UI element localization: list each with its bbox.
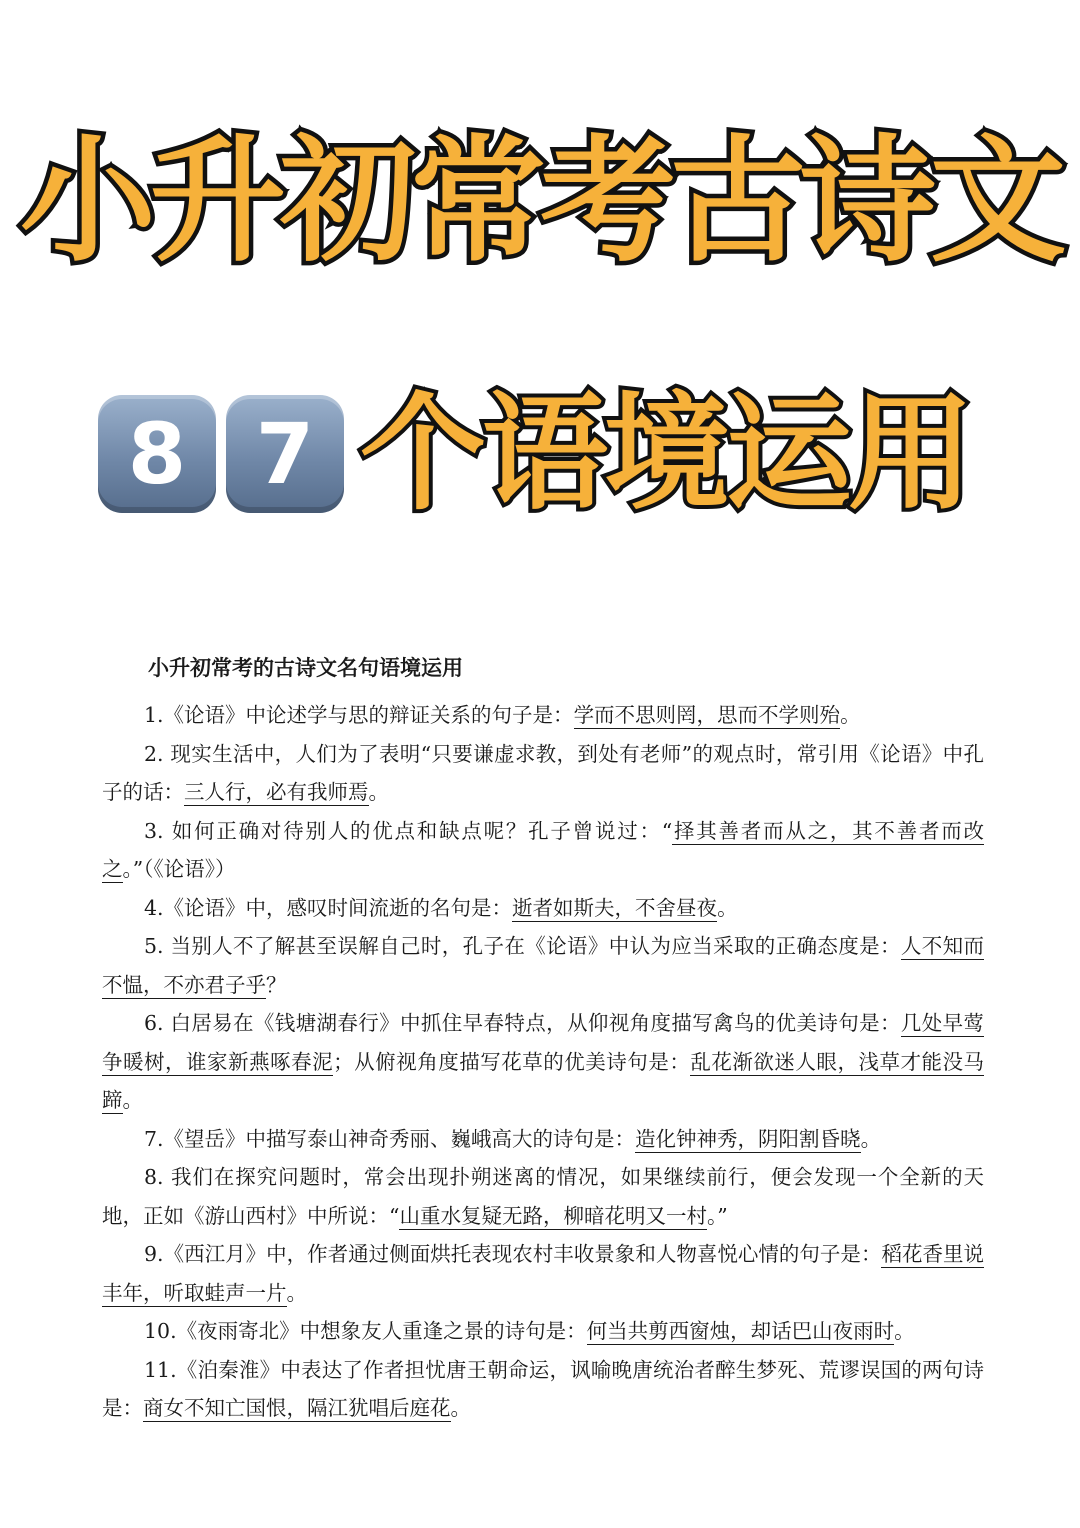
item-tail: 。	[840, 703, 861, 727]
item-tail: 。	[368, 780, 389, 804]
digit-keycap-8: 8	[98, 395, 216, 513]
item-tail: 。	[122, 1088, 143, 1112]
cover-subtitle	[98, 380, 970, 527]
item-text-middle: ；从俯视角度描写花草的优美诗句是：	[333, 1049, 691, 1074]
list-item	[102, 1004, 984, 1120]
answer-text: 人不知而不愠，不亦君子乎	[102, 934, 985, 997]
item-text: 1.《论语》中论述学与思的辩证关系的句子是：	[144, 703, 574, 727]
list-item	[102, 812, 984, 889]
item-tail: 。	[450, 1396, 471, 1420]
answer-text: 稻花香里说丰年，听取蛙声一片	[102, 1242, 984, 1305]
digit-keycap-7: 7	[226, 395, 344, 513]
item-text: 8. 我们在探究问题时，常会出现扑朔迷离的情况，如果继续前行，便会发现一个全新的天地，正如《游山西村》中所说：“	[102, 1165, 984, 1228]
item-text: 7.《望岳》中描写泰山神奇秀丽、巍峨高大的诗句是：	[144, 1126, 636, 1151]
item-text: 4.《论语》中，感叹时间流逝的名句是：	[144, 895, 513, 920]
answer-text: 山重水复疑无路，柳暗花明又一村	[399, 1203, 707, 1228]
list-item	[102, 696, 984, 735]
list-item	[102, 889, 984, 928]
item-tail: ？	[266, 972, 287, 997]
list-item	[102, 1312, 984, 1351]
list-item	[102, 735, 984, 812]
answer-text: 何当共剪西窗烛，却话巴山夜雨时	[586, 1319, 895, 1343]
answer-text: 商女不知亡国恨，隔江犹唱后庭花	[143, 1396, 451, 1420]
document-heading: 小升初常考的古诗文名句语境运用	[148, 656, 463, 680]
subtitle-text: 个语境运用	[360, 380, 970, 527]
cover-title: 小升初常考古诗文	[20, 123, 1060, 281]
list-item	[102, 1120, 984, 1159]
item-list	[102, 696, 984, 1428]
item-text: 3. 如何正确对待别人的优点和缺点呢？孔子曾说过：“	[144, 818, 673, 843]
item-tail: 。	[717, 895, 738, 920]
answer-text: 几处早莺争暖树，谁家新燕啄春泥	[102, 1011, 985, 1074]
item-tail: 。	[894, 1319, 915, 1343]
item-text: 10.《夜雨寄北》中想象友人重逢之景的诗句是：	[144, 1319, 587, 1343]
list-item	[102, 1351, 984, 1428]
item-text: 11.《泊秦淮》中表达了作者担忧唐王朝命运，讽喻晚唐统治者醉生梦死、荒谬误国的两句诗是：	[102, 1357, 984, 1420]
item-text: 5. 当别人不了解甚至误解自己时，孔子在《论语》中认为应当采取的正确态度是：	[144, 934, 901, 958]
document-body	[102, 648, 984, 1428]
item-tail: 。	[860, 1126, 882, 1151]
answer-text: 逝者如斯夫，不舍昼夜	[512, 895, 718, 920]
list-item	[102, 1158, 984, 1235]
list-item	[102, 1235, 984, 1312]
answer-text: 造化钟神秀，阴阳割昏晓	[635, 1126, 861, 1151]
item-tail: 。”（《论语》）	[122, 857, 236, 881]
item-tail: 。”	[706, 1203, 728, 1228]
item-text: 9.《西江月》中，作者通过侧面烘托表现农村丰收景象和人物喜悦心情的句子是：	[144, 1242, 882, 1266]
answer-text: 乱花渐欲迷人眼，浅草才能没马蹄	[102, 1049, 985, 1112]
item-text: 2. 现实生活中，人们为了表明“只要谦虚求教，到处有老师”的观点时，常引用《论语》中孔子的话：	[102, 741, 984, 804]
item-tail: 。	[286, 1280, 307, 1305]
answer-text: 择其善者而从之，其不善者而改之	[102, 818, 984, 881]
answer-text: 学而不思则罔，思而不学则殆	[573, 703, 841, 727]
list-item	[102, 927, 984, 1004]
answer-text: 三人行，必有我师焉	[184, 780, 369, 804]
item-text: 6. 白居易在《钱塘湖春行》中抓住早春特点，从仰视角度描写禽鸟的优美诗句是：	[144, 1011, 901, 1035]
